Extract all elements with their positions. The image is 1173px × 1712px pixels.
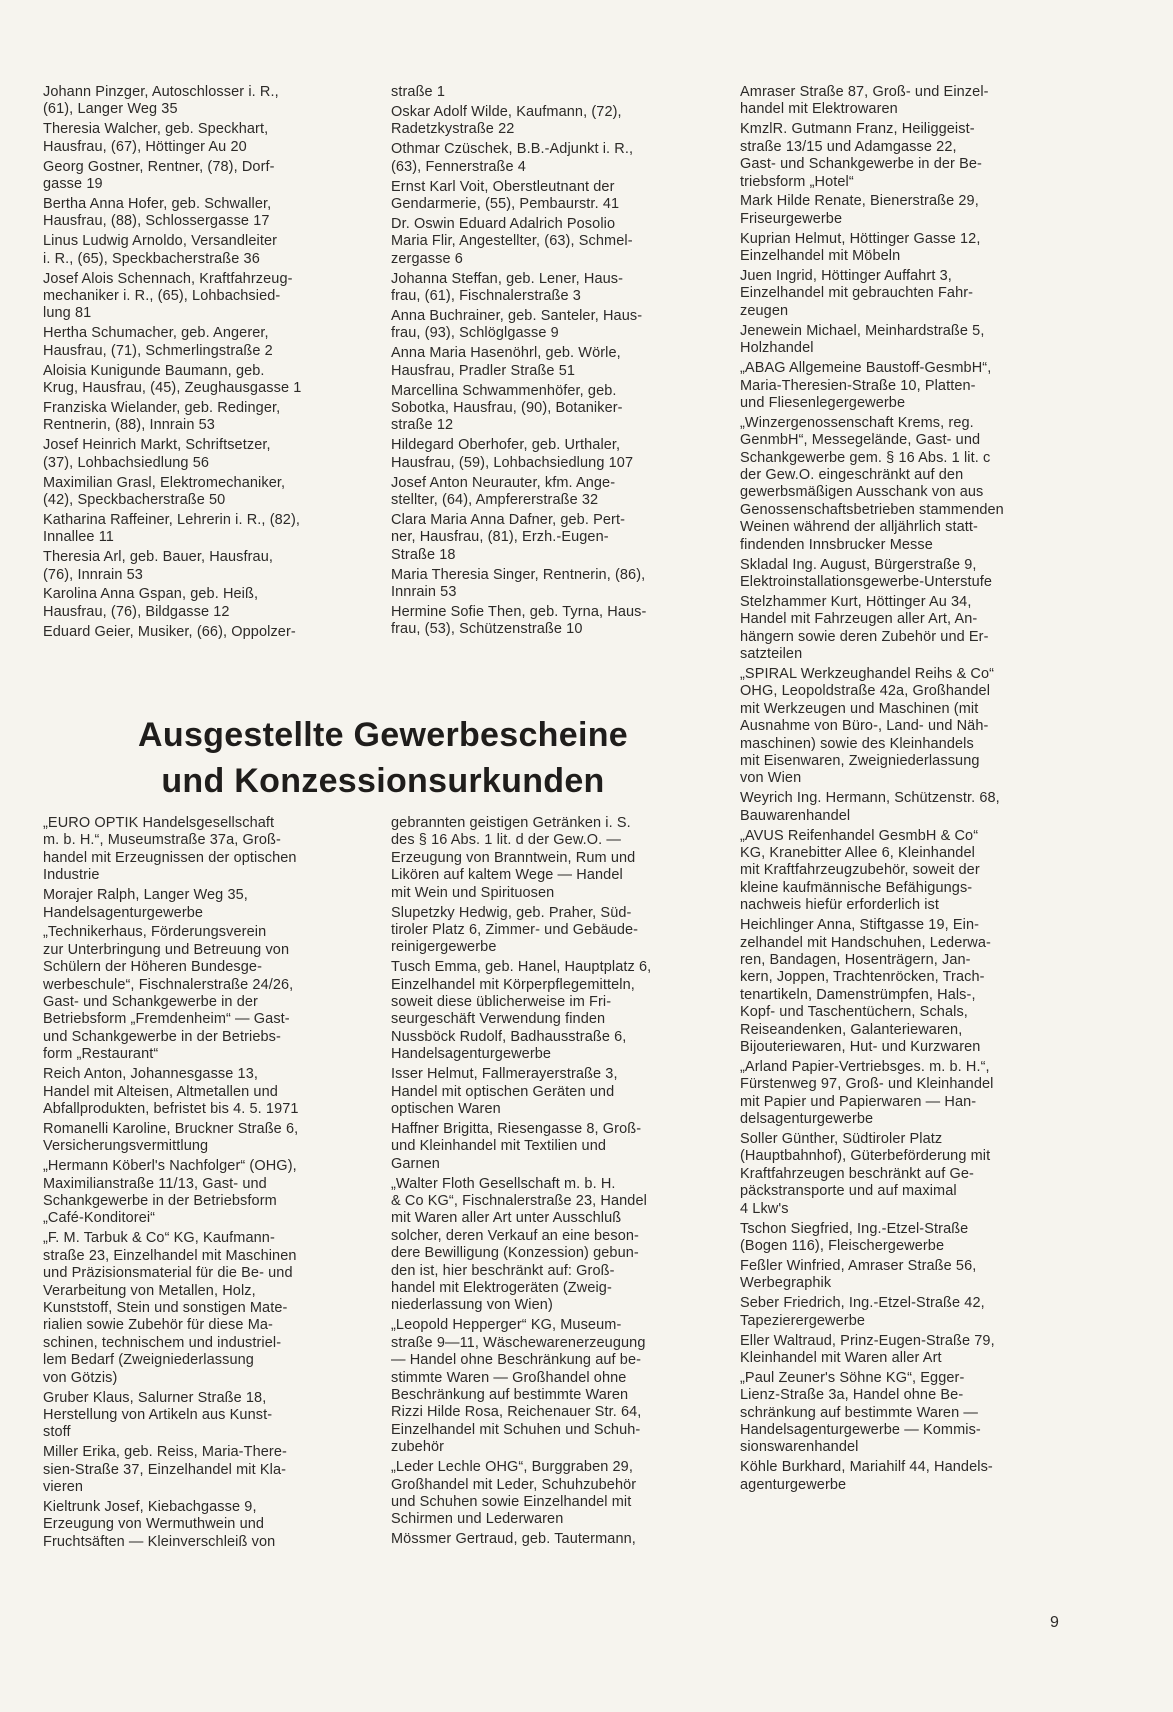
entry-line: gebrannten geistigen Getränken i. S.	[391, 815, 631, 831]
entry	[391, 345, 721, 380]
entry	[43, 624, 373, 641]
entry-line: Fürstenweg 97, Groß- und Kleinhandel	[740, 1076, 994, 1093]
entry-line: Schirmen und Lederwaren	[391, 1511, 564, 1528]
section-heading	[43, 712, 723, 804]
entry-line: päckstransporte und auf maximal	[740, 1183, 957, 1200]
entry-line: vieren	[43, 1479, 84, 1496]
entry-line: Marcellina Schwammenhöfer, geb.	[391, 382, 617, 399]
entry-line: „ABAG Allgemeine Baustoff-GesmbH“,	[740, 360, 992, 377]
entry-line: Gendarmerie, (55), Pembaurstr. 41	[391, 195, 620, 212]
entry-line: Anna Maria Hasenöhrl, geb. Wörle,	[391, 345, 621, 362]
entry	[43, 1158, 373, 1228]
entry-line: „Arland Papier-Vertriebsges. m. b. H.“,	[740, 1058, 990, 1075]
entry	[740, 917, 1070, 1056]
entry-line: Maximilianstraße 11/13, Gast- und	[43, 1175, 267, 1192]
entry-line: GenmbH“, Messegelände, Gast- und	[740, 432, 981, 449]
entry-line: Genossenschaftsbetrieben stammenden	[740, 501, 1004, 518]
entry-line: straße 1	[391, 84, 445, 100]
entry-line: „F. M. Tarbuk & Co“ KG, Kaufmann-	[43, 1230, 275, 1247]
entry-line: Lienz-Straße 3a, Handel ohne Be-	[740, 1387, 964, 1404]
entry-line: „EURO OPTIK Handelsgesellschaft	[43, 815, 275, 831]
entry-line: mit Eisenwaren, Zweigniederlassung	[740, 753, 980, 770]
entry-line: Ernst Karl Voit, Oberstleutnant der	[391, 178, 615, 195]
entry-line: Kopf- und Taschentüchern, Schals,	[740, 1004, 968, 1021]
entry	[740, 594, 1070, 664]
entry	[391, 271, 721, 306]
entry-line: Innallee 11	[43, 529, 114, 546]
entry-line: Kunststoff, Stein und sonstigen Mate-	[43, 1299, 288, 1316]
entry-line: Abfallprodukten, befristet bis 4. 5. 1971	[43, 1101, 299, 1117]
entry-line: straße 9—11, Wäschewarenerzeugung	[391, 1334, 646, 1351]
entry	[43, 196, 373, 231]
entry-line: frau, (53), Schützenstraße 10	[391, 621, 583, 638]
entry-line: werbeschule“, Fischnalerstraße 24/26,	[43, 976, 294, 993]
entry-line: (42), Speckbacherstraße 50	[43, 491, 226, 508]
entry-line: (Hauptbahnhof), Güterbeförderung mit	[740, 1148, 991, 1165]
entry	[740, 231, 1070, 266]
entry-line: Schankgewerbe in der Betriebsform	[43, 1193, 277, 1210]
entry-line: Anna Buchrainer, geb. Santeler, Haus-	[391, 307, 643, 324]
entry	[43, 1066, 373, 1118]
column-licenses-left	[43, 815, 373, 1554]
entry-line: Hausfrau, (76), Bildgasse 12	[43, 603, 230, 620]
entry-line: Innrain 53	[391, 583, 457, 600]
entry-line: „Hermann Köberl's Nachfolger“ (OHG),	[43, 1158, 297, 1175]
entry-line: lung 81	[43, 305, 92, 322]
entry-line: Seber Friedrich, Ing.-Etzel-Straße 42,	[740, 1295, 985, 1312]
entry-line: handel mit Erzeugnissen der optischen	[43, 849, 297, 866]
entry-line: Ausnahme von Büro-, Land- und Näh-	[740, 718, 989, 735]
entry-line: Clara Maria Anna Dafner, geb. Pert-	[391, 511, 626, 528]
entry-line: Erzeugung von Branntwein, Rum und	[391, 849, 636, 866]
entry-line: Romanelli Karoline, Bruckner Straße 6,	[43, 1120, 299, 1137]
entry-line: mechaniker i. R., (65), Lohbachsied-	[43, 287, 281, 304]
entry-line: mit Kraftfahrzeugzubehör, soweit der	[740, 862, 980, 879]
entry-line: gasse 19	[43, 176, 103, 193]
entry-line: mit Papier und Papierwaren — Han-	[740, 1093, 977, 1110]
entry	[43, 325, 373, 360]
entry-line: Weyrich Ing. Hermann, Schützenstr. 68,	[740, 790, 1000, 807]
entry-line: Maria-Theresien-Straße 10, Platten-	[740, 377, 976, 394]
entry	[740, 1333, 1070, 1368]
entry-line: KmzlR. Gutmann Franz, Heiliggeist-	[740, 121, 975, 138]
entry	[391, 512, 721, 564]
entry-line: Georg Gostner, Rentner, (78), Dorf-	[43, 158, 275, 175]
entry-line: lem Bedarf (Zweigniederlassung	[43, 1352, 254, 1369]
entry-line: Linus Ludwig Arnoldo, Versandleiter	[43, 233, 278, 250]
entry-line: Eller Waltraud, Prinz-Eugen-Straße 79,	[740, 1332, 995, 1349]
entry-line: agenturgewerbe	[740, 1476, 847, 1493]
entry-line: (Bogen 116), Fleischergewerbe	[740, 1238, 945, 1254]
entry-line: Maximilian Grasl, Elektromechaniker,	[43, 474, 286, 491]
entry-line: Josef Anton Neurauter, kfm. Ange-	[391, 474, 616, 491]
entry	[740, 193, 1070, 228]
entry-line: KG, Kranebitter Allee 6, Kleinhandel	[740, 845, 975, 862]
entry	[391, 141, 721, 176]
entry-line: triebsform „Hotel“	[740, 173, 854, 190]
entry-line: und Schankgewerbe in der Betriebs-	[43, 1028, 281, 1045]
entry-line: mit Waren aller Art unter Ausschluß	[391, 1210, 622, 1227]
entry-line: Dr. Oswin Eduard Adalrich Posolio	[391, 215, 616, 232]
entry-line: Handelsagenturgewerbe — Kommis-	[740, 1422, 981, 1439]
entry-line: Likören auf kaltem Wege — Handel	[391, 867, 623, 884]
entry-line: straße 13/15 und Adamgasse 22,	[740, 138, 957, 155]
entry	[391, 475, 721, 510]
entry-line: straße 23, Einzelhandel mit Maschinen	[43, 1247, 297, 1264]
entry-line: Nussböck Rudolf, Badhausstraße 6,	[391, 1028, 627, 1045]
entry-line: Sobotka, Hausfrau, (90), Botaniker-	[391, 399, 623, 416]
entry-line: und Präzisionsmaterial für die Be- und	[43, 1265, 293, 1282]
entry-line: Soller Günther, Südtiroler Platz	[740, 1131, 943, 1148]
entry-line: solcher, deren Verkauf an eine beson-	[391, 1227, 639, 1244]
entry-line: handel mit Elektrogeräten (Zweig-	[391, 1280, 612, 1297]
entry-line: Schülern der Höheren Bundesge-	[43, 959, 263, 976]
entry	[740, 1221, 1070, 1256]
entry-line: Krug, Hausfrau, (45), Zeughausgasse 1	[43, 380, 302, 396]
entry-line: von Götzis)	[43, 1369, 118, 1386]
entry-line: — Handel ohne Beschränkung auf be-	[391, 1352, 642, 1369]
entry	[43, 84, 373, 119]
entry	[740, 121, 1070, 191]
section-heading-line-1: Ausgestellte Gewerbescheine	[138, 716, 628, 754]
entry-line: mit Werkzeugen und Maschinen (mit	[740, 700, 979, 717]
entry-line: dere Bewilligung (Konzession) gebun-	[391, 1245, 639, 1262]
entry-line: Köhle Burkhard, Mariahilf 44, Handels-	[740, 1459, 993, 1476]
entry-line: Friseurgewerbe	[740, 210, 843, 227]
entry-line: „Leder Lechle OHG“, Burggraben 29,	[391, 1459, 633, 1476]
entry-line: sionswarenhandel	[740, 1439, 859, 1456]
entry-line: „Paul Zeuner's Söhne KG“, Egger-	[740, 1369, 965, 1386]
entry-line: sien-Straße 37, Einzelhandel mit Kla-	[43, 1461, 287, 1478]
entry-line: stimmte Waren — Großhandel ohne	[391, 1369, 627, 1386]
entry-line: Tschon Siegfried, Ing.-Etzel-Straße	[740, 1220, 969, 1237]
entry	[391, 308, 721, 343]
entry	[740, 268, 1070, 320]
entry	[391, 1459, 721, 1529]
entry-line: Hausfrau, (88), Schlossergasse 17	[43, 213, 270, 230]
entry-line: Herstellung von Artikeln aus Kunst-	[43, 1406, 273, 1423]
entry-line: Verarbeitung von Metallen, Holz,	[43, 1282, 256, 1299]
entry-line: Isser Helmut, Fallmerayerstraße 3,	[391, 1066, 618, 1083]
entry	[43, 512, 373, 547]
entry-line: frau, (93), Schlöglgasse 9	[391, 325, 559, 342]
entry-line: Johann Pinzger, Autoschlosser i. R.,	[43, 84, 279, 100]
entry-line: Hausfrau, (71), Schmerlingstraße 2	[43, 342, 273, 359]
entry-line: und Kleinhandel mit Textilien und	[391, 1138, 607, 1155]
entry	[391, 1066, 721, 1118]
entry-line: maschinen) sowie des Kleinhandels	[740, 735, 974, 752]
entry-line: & Co KG“, Fischnalerstraße 23, Handel	[391, 1193, 647, 1210]
entry	[391, 437, 721, 472]
entry-line: Beschränkung auf bestimmte Waren	[391, 1387, 629, 1403]
entry	[43, 1444, 373, 1496]
entry-line: gewerbsmäßigen Ausschank von aus	[740, 484, 984, 501]
entry-line: Fruchtsäften — Kleinverschleiß von	[43, 1533, 276, 1550]
column-licenses-middle	[391, 815, 721, 1551]
entry	[740, 790, 1070, 825]
entry-line: „Walter Floth Gesellschaft m. b. H.	[391, 1175, 616, 1192]
entry-line: reinigergewerbe	[391, 939, 497, 956]
entry	[740, 666, 1070, 788]
entry-line: 4 Lkw's	[740, 1200, 789, 1217]
entry-line: niederlassung von Wien)	[391, 1297, 553, 1314]
entry-line: schränkung auf bestimmte Waren —	[740, 1404, 978, 1421]
entry	[740, 84, 1070, 119]
entry-line: (37), Lohbachsiedlung 56	[43, 454, 210, 471]
entry	[740, 1370, 1070, 1457]
entry-line: Tapezierergewerbe	[740, 1312, 866, 1329]
entry-line: Hildegard Oberhofer, geb. Urthaler,	[391, 437, 621, 454]
entry-line: Amraser Straße 87, Groß- und Einzel-	[740, 84, 989, 100]
entry-line: Einzelhandel mit Schuhen und Schuh-	[391, 1421, 641, 1438]
entry-line: Kraftfahrzeugen beschränkt auf Ge-	[740, 1165, 974, 1182]
entry	[391, 383, 721, 435]
entry	[740, 360, 1070, 412]
entry-line: den ist, hier beschränkt auf: Groß-	[391, 1262, 615, 1279]
section-heading-line-2: und Konzessionsurkunden	[161, 762, 605, 800]
entry-line: Straße 18	[391, 546, 456, 563]
entry-line: Morajer Ralph, Langer Weg 35,	[43, 887, 248, 904]
entry-line: Elektroinstallationsgewerbe-Unterstufe	[740, 573, 993, 590]
entry-line: Industrie	[43, 867, 100, 884]
entry-line: Jenewein Michael, Meinhardstraße 5,	[740, 322, 985, 339]
entry-line: Franziska Wielander, geb. Redinger,	[43, 399, 281, 416]
entry-line: i. R., (65), Speckbacherstraße 36	[43, 250, 260, 267]
entry-line: Tusch Emma, geb. Hanel, Hauptplatz 6,	[391, 959, 652, 976]
entry	[43, 815, 373, 885]
entry	[43, 586, 373, 621]
entry-line: Oskar Adolf Wilde, Kaufmann, (72),	[391, 103, 622, 120]
entry	[391, 604, 721, 639]
entry-line: zelhandel mit Handschuhen, Lederwa-	[740, 934, 991, 951]
entry-line: von Wien	[740, 770, 802, 787]
entry-line: Gast- und Schankgewerbe in der Be-	[740, 156, 982, 173]
entry-line: Miller Erika, geb. Reiss, Maria-There-	[43, 1444, 287, 1461]
entry-line: (61), Langer Weg 35	[43, 101, 178, 118]
entry-line: „Technikerhaus, Förderungsverein	[43, 924, 267, 941]
entry-line: Bijouteriewaren, Hut- und Kurzwaren	[740, 1039, 981, 1056]
entry	[391, 179, 721, 214]
entry	[740, 415, 1070, 554]
entry	[43, 400, 373, 435]
entry-line: des § 16 Abs. 1 lit. d der Gew.O. —	[391, 832, 621, 849]
entry-line: stoff	[43, 1424, 71, 1441]
entry	[43, 271, 373, 323]
entry-line: zubehör	[391, 1439, 445, 1456]
entry-line: „AVUS Reifenhandel GesmbH & Co“	[740, 827, 979, 844]
entry-line: delsagenturgewerbe	[740, 1111, 874, 1128]
entry	[391, 959, 721, 1063]
entry-line: m. b. H.“, Museumstraße 37a, Groß-	[43, 832, 281, 849]
entry-line: und Schuhen sowie Einzelhandel mit	[391, 1493, 632, 1510]
entry	[740, 323, 1070, 358]
entry-line: Othmar Czüschek, B.B.-Adjunkt i. R.,	[391, 141, 634, 158]
entry	[740, 1059, 1070, 1129]
entry-line: form „Restaurant“	[43, 1046, 159, 1063]
entry-line: optischen Waren	[391, 1101, 501, 1117]
column-registry-middle	[391, 84, 721, 641]
entry-line: Hausfrau, Pradler Straße 51	[391, 362, 576, 379]
entry-line: Handel mit Alteisen, Altmetallen und	[43, 1083, 278, 1100]
entry	[43, 363, 373, 398]
entry-line: Skladal Ing. August, Bürgerstraße 9,	[740, 556, 977, 573]
entry-line: Handel mit optischen Geräten und	[391, 1083, 615, 1100]
entry-line: nachweis hiefür erforderlich ist	[740, 897, 940, 914]
entry	[391, 84, 721, 101]
entry-line: Maria Theresia Singer, Rentnerin, (86),	[391, 566, 646, 583]
entry-line: kleine kaufmännische Befähigungs-	[740, 879, 973, 896]
entry-line: zeugen	[740, 302, 789, 319]
entry-line: Großhandel mit Leder, Schuhzubehör	[391, 1476, 637, 1493]
entry-line: Josef Alois Schennach, Kraftfahrzeug-	[43, 270, 293, 287]
entry	[43, 475, 373, 510]
entry-line: Mark Hilde Renate, Bienerstraße 29,	[740, 193, 979, 210]
entry	[43, 121, 373, 156]
entry-line: soweit diese üblicherweise im Fri-	[391, 994, 612, 1011]
entry-line: Schankgewerbe gem. § 16 Abs. 1 lit. c	[740, 449, 991, 466]
entry-line: Handelsagenturgewerbe	[391, 1046, 552, 1063]
entry	[43, 1390, 373, 1442]
entry-line: Juen Ingrid, Höttinger Auffahrt 3,	[740, 268, 952, 285]
entry-line: Einzelhandel mit Möbeln	[740, 248, 901, 265]
entry	[391, 1121, 721, 1173]
entry-line: zur Unterbringung und Betreuung von	[43, 941, 290, 958]
entry-line: Heichlinger Anna, Stiftgasse 19, Ein-	[740, 917, 980, 934]
entry-line: Rizzi Hilde Rosa, Reichenauer Str. 64,	[391, 1404, 642, 1421]
entry-line: Versicherungsvermittlung	[43, 1138, 209, 1155]
entry-line: Gast- und Schankgewerbe in der	[43, 994, 258, 1011]
entry-line: Reiseandenken, Galanteriewaren,	[740, 1021, 963, 1038]
entry-line: Eduard Geier, Musiker, (66), Oppolzer-	[43, 623, 296, 640]
entry-line: seurgeschäft Verwendung finden	[391, 1011, 606, 1028]
entry	[391, 1176, 721, 1315]
column-licenses-right	[740, 84, 1070, 1497]
entry	[740, 1131, 1070, 1218]
entry-line: frau, (61), Fischnalerstraße 3	[391, 287, 581, 304]
entry	[43, 887, 373, 922]
entry-line: Werbegraphik	[740, 1275, 832, 1292]
entry-line: (76), Innrain 53	[43, 566, 143, 583]
entry-line: kern, Joppen, Trachtenröcken, Trach-	[740, 969, 985, 986]
entry-line: straße 12	[391, 417, 454, 434]
entry-line: Einzelhandel mit gebrauchten Fahr-	[740, 285, 974, 302]
entry-line: Hermine Sofie Then, geb. Tyrna, Haus-	[391, 603, 647, 620]
entry-line: rialien sowie Zubehör für diese Ma-	[43, 1317, 273, 1334]
entry	[43, 924, 373, 1063]
entry-line: Einzelhandel mit Körperpflegemitteln,	[391, 976, 635, 993]
entry-line: Josef Heinrich Markt, Schriftsetzer,	[43, 437, 271, 454]
entry	[43, 1499, 373, 1551]
entry	[43, 549, 373, 584]
entry-line: „Winzergenossenschaft Krems, reg.	[740, 414, 974, 431]
entry-line: Handelsagenturgewerbe	[43, 904, 204, 921]
entry-line: Weinen während der alljährlich statt-	[740, 519, 978, 536]
entry-line: Karolina Anna Gspan, geb. Heiß,	[43, 586, 259, 603]
entry-line: Stelzhammer Kurt, Höttinger Au 34,	[740, 593, 972, 610]
entry-line: „Café-Konditorei“	[43, 1210, 156, 1227]
entry-line: „SPIRAL Werkzeughandel Reihs & Co“	[740, 666, 995, 682]
entry-line: Rentnerin, (88), Innrain 53	[43, 417, 215, 434]
column-registry-left	[43, 84, 373, 644]
entry	[391, 905, 721, 957]
entry-line: Slupetzky Hedwig, geb. Praher, Süd-	[391, 904, 632, 921]
entry	[740, 557, 1070, 592]
entry-line: (63), Fennerstraße 4	[391, 158, 526, 175]
entry-line: Kleinhandel mit Waren aller Art	[740, 1349, 942, 1366]
entry-line: ren, Bandagen, Hosenträgern, Jan-	[740, 952, 971, 968]
entry-line: ner, Hausfrau, (81), Erzh.-Eugen-	[391, 529, 609, 546]
entry-line: und Fliesenlegergewerbe	[740, 394, 906, 411]
entry-line: satzteilen	[740, 646, 803, 663]
entry-line: Erzeugung von Wermuthwein und	[43, 1516, 265, 1533]
entry-line: Aloisia Kunigunde Baumann, geb.	[43, 362, 265, 379]
entry-line: Garnen	[391, 1155, 440, 1172]
entry	[391, 567, 721, 602]
entry-line: Kuprian Helmut, Höttinger Gasse 12,	[740, 230, 981, 247]
entry-line: der Gew.O. eingeschränkt auf den	[740, 467, 964, 484]
entry-line: Hausfrau, (67), Höttinger Au 20	[43, 138, 247, 155]
entry-line: Handel mit Fahrzeugen aller Art, An-	[740, 611, 978, 628]
entry-line: tiroler Platz 6, Zimmer- und Gebäude-	[391, 921, 639, 938]
entry	[43, 233, 373, 268]
entry-line: Theresia Arl, geb. Bauer, Hausfrau,	[43, 549, 273, 566]
entry	[43, 1230, 373, 1387]
entry-line: „Leopold Hepperger“ KG, Museum-	[391, 1317, 622, 1334]
entry-line: Reich Anton, Johannesgasse 13,	[43, 1066, 259, 1083]
page-number: 9	[1050, 1614, 1059, 1631]
entry	[391, 216, 721, 268]
entry	[43, 437, 373, 472]
entry-line: Johanna Steffan, geb. Lener, Haus-	[391, 270, 624, 287]
entry-line: stellter, (64), Ampfererstraße 32	[391, 491, 599, 508]
entry-line: Theresia Walcher, geb. Speckhart,	[43, 121, 269, 138]
entry-line: findenden Innsbrucker Messe	[740, 536, 933, 553]
entry-line: Mössmer Gertraud, geb. Tautermann,	[391, 1531, 636, 1548]
entry	[740, 828, 1070, 915]
entry-line: zergasse 6	[391, 250, 463, 267]
entry-line: Betriebsform „Fremdenheim“ — Gast-	[43, 1011, 290, 1028]
entry	[391, 1531, 721, 1548]
entry-line: Bauwarenhandel	[740, 807, 851, 824]
entry	[43, 1121, 373, 1156]
entry-line: Gruber Klaus, Salurner Straße 18,	[43, 1389, 267, 1406]
entry-line: Hausfrau, (59), Lohbachsiedlung 107	[391, 454, 634, 471]
entry-line: hängern sowie deren Zubehör und Er-	[740, 628, 989, 645]
entry-line: Feßler Winfried, Amraser Straße 56,	[740, 1257, 977, 1274]
entry	[43, 159, 373, 194]
entry	[740, 1295, 1070, 1330]
entry-line: Bertha Anna Hofer, geb. Schwaller,	[43, 195, 272, 212]
entry-line: Haffner Brigitta, Riesengasse 8, Groß-	[391, 1120, 642, 1137]
entry-line: schinen, technischem und industriel-	[43, 1334, 282, 1351]
entry-line: mit Wein und Spirituosen	[391, 884, 555, 901]
entry-line: Holzhandel	[740, 340, 814, 357]
entry	[391, 815, 721, 902]
entry-line: Katharina Raffeiner, Lehrerin i. R., (82),	[43, 511, 301, 528]
entry-line: handel mit Elektrowaren	[740, 101, 898, 118]
entry	[391, 1317, 721, 1456]
entry-line: Radetzkystraße 22	[391, 121, 515, 138]
entry	[740, 1459, 1070, 1494]
entry-line: Hertha Schumacher, geb. Angerer,	[43, 325, 269, 342]
entry-line: Maria Flir, Angestellter, (63), Schmel-	[391, 233, 633, 250]
entry-line: tenartikeln, Damenstrümpfen, Hals-,	[740, 986, 976, 1003]
entry-line: Kieltrunk Josef, Kiebachgasse 9,	[43, 1498, 257, 1515]
entry	[740, 1258, 1070, 1293]
entry	[391, 104, 721, 139]
entry-line: OHG, Leopoldstraße 42a, Großhandel	[740, 683, 991, 700]
